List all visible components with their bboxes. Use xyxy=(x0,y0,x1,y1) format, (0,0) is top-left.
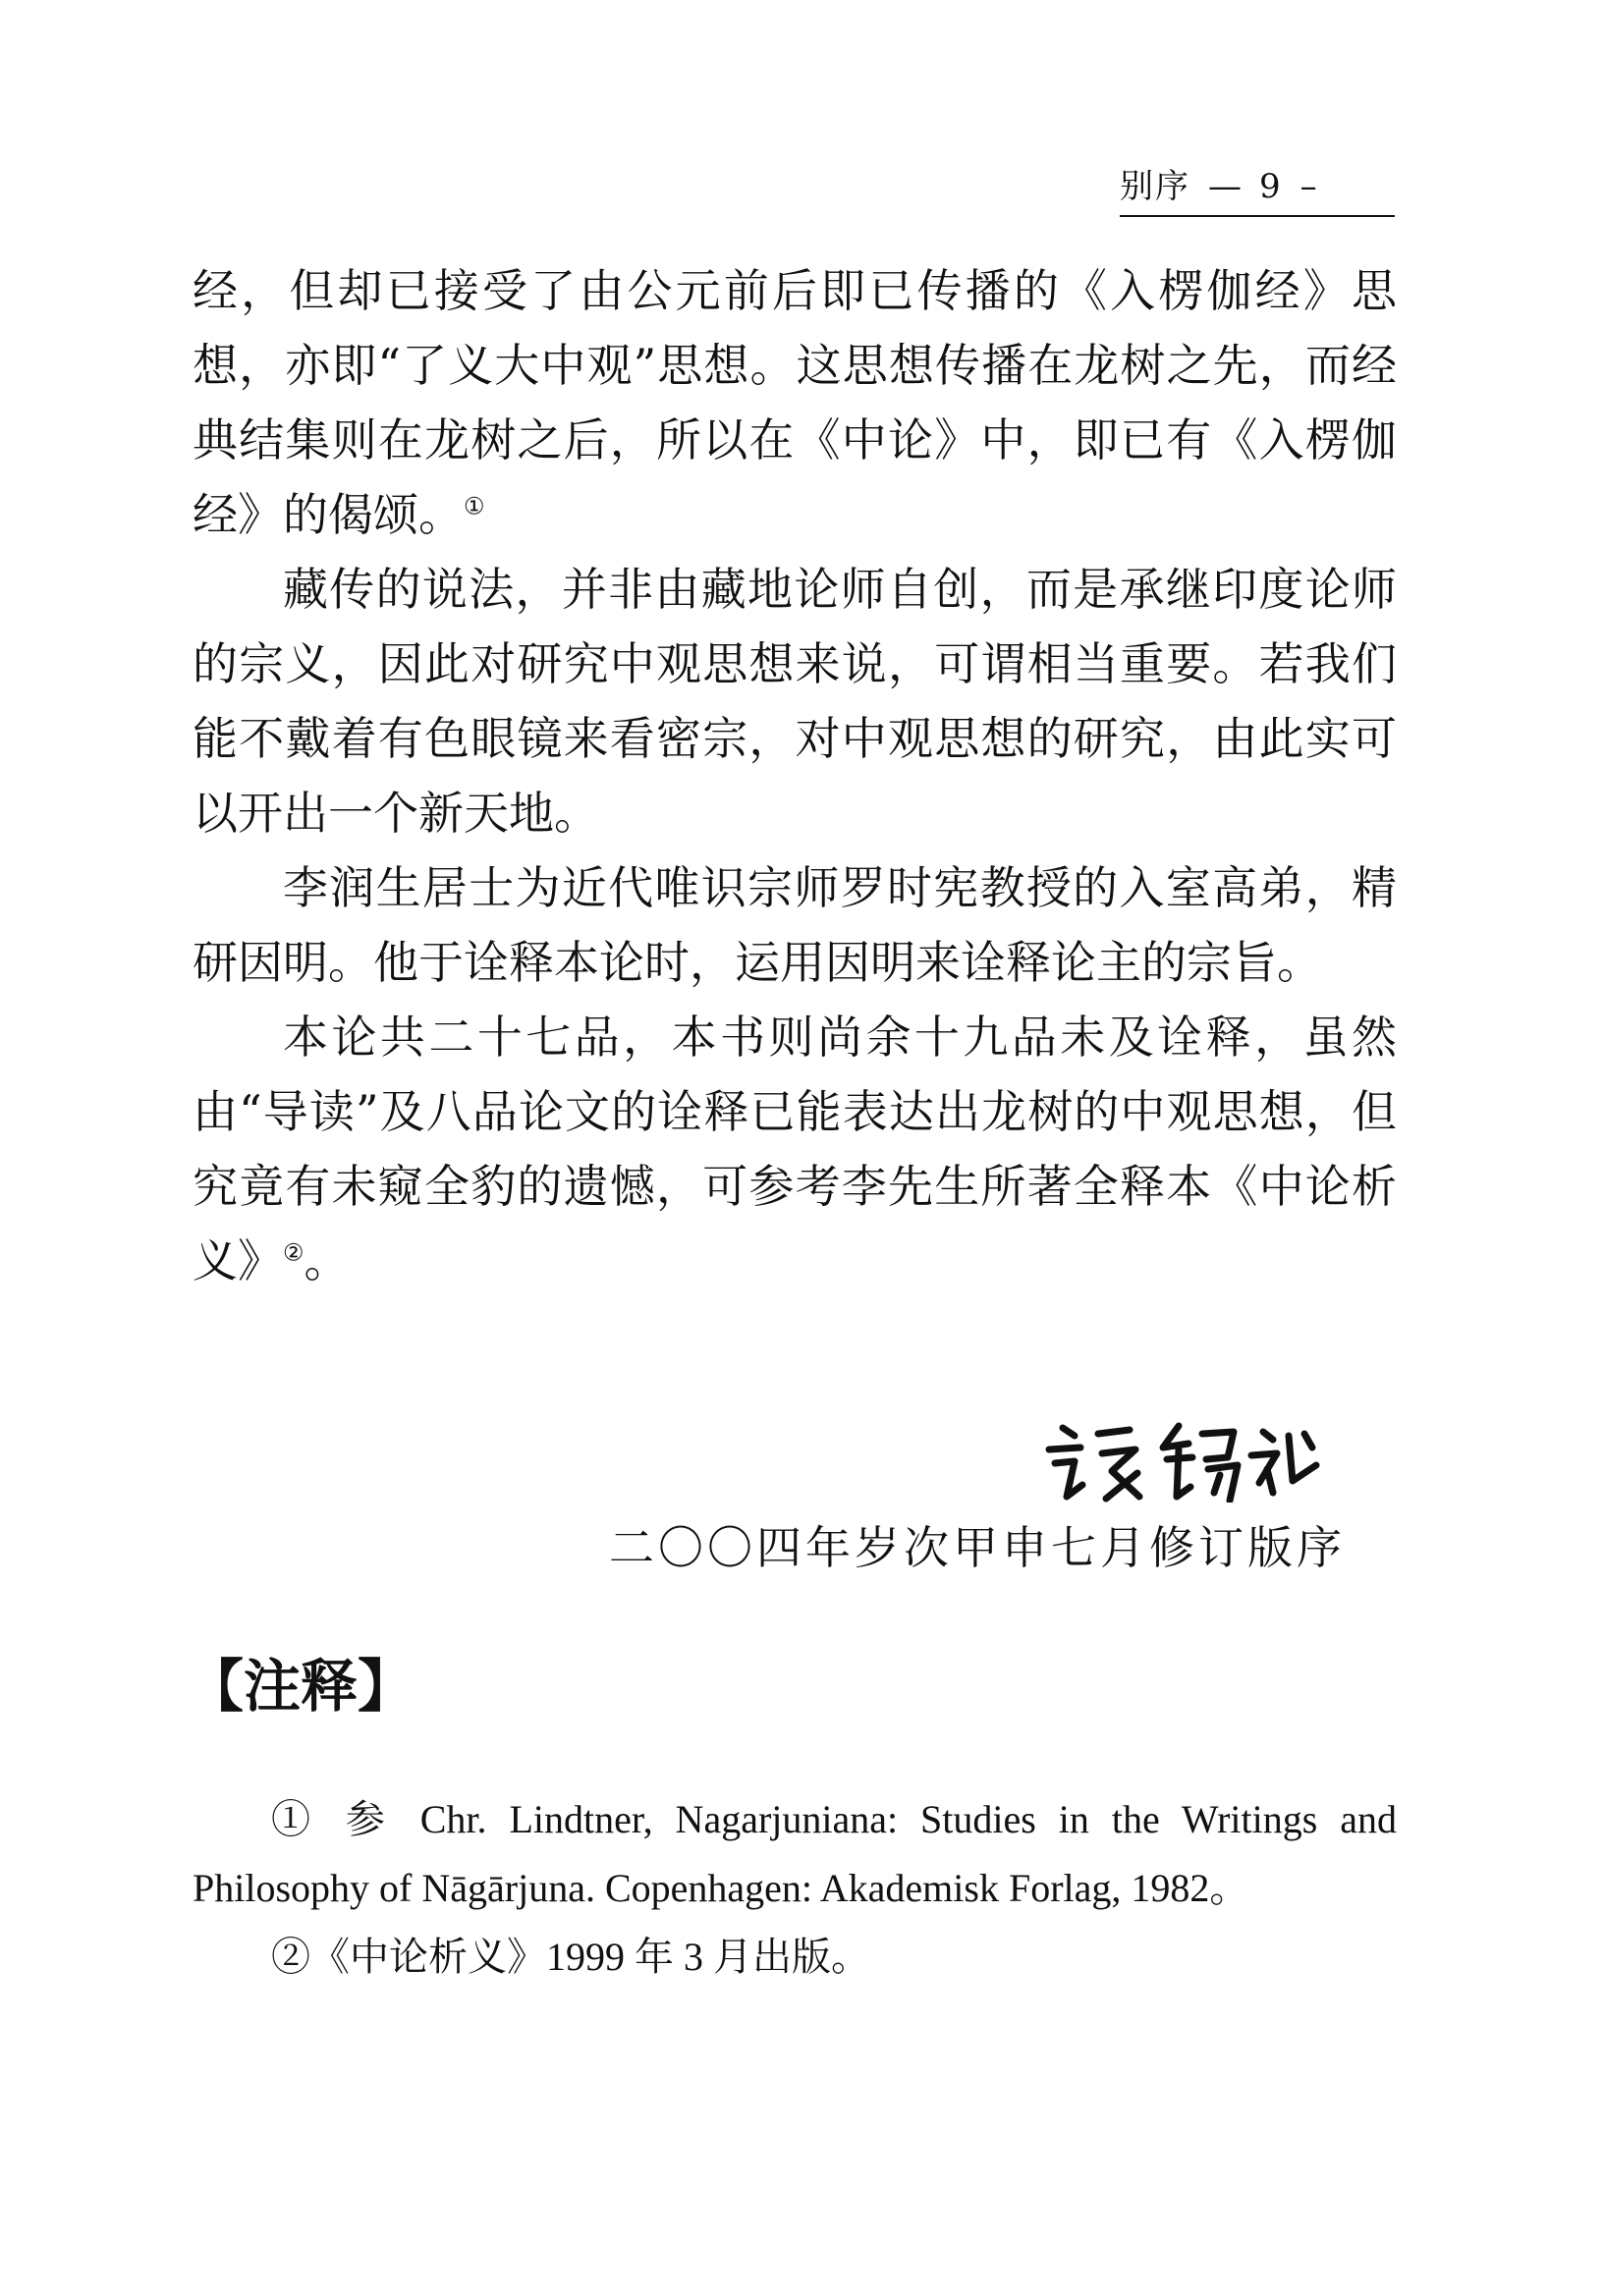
paragraph-4-text: 本论共二十七品，本书则尚余十九品未及诠释，虽然由“导读”及八品论文的诠释已能表达出龙树的中观思想，但究竟有未窥全豹的遗憾，可参考李先生所著全释本《中论析义》 xyxy=(193,1011,1397,1287)
header-title: 别序 xyxy=(1120,167,1190,206)
page-number: 9 xyxy=(1259,167,1283,206)
running-header xyxy=(1120,159,1395,217)
header-dash-right: – xyxy=(1299,167,1317,206)
footnote-ref-1: ① xyxy=(464,492,485,520)
notes-title: 【注释】 xyxy=(187,1653,415,1720)
paragraph-3: 李润生居士为近代唯识宗师罗时宪教授的入室高弟，精研因明。他于诠释本论时，运用因明来诠释论主的宗旨。 xyxy=(193,861,1397,989)
paragraph-4 xyxy=(193,1000,1397,1298)
body-text xyxy=(193,253,1397,1298)
paragraph-2: 藏传的说法，并非由藏地论师自创，而是承继印度论师的宗义，因此对研究中观思想来说，可谓相当重要。若我们能不戴着有色眼镜来看密宗，对中观思想的研究，由此实可以开出一个新天地。 xyxy=(193,563,1397,840)
paragraph-4-end: 。 xyxy=(304,1234,350,1287)
paragraph-1 xyxy=(193,253,1397,552)
notes-section xyxy=(193,1785,1397,1992)
signature-block xyxy=(609,1414,1395,1581)
signature-icon xyxy=(1041,1414,1326,1503)
paragraph-1-text: 经，但却已接受了由公元前后即已传播的《入楞伽经》思想，亦即“了义大中观”思想。这思想传播在龙树之先，而经典结集则在龙树之后，所以在《中论》中，即已有《入楞伽经》的偈颂。 xyxy=(193,264,1397,541)
header-dash-left: — xyxy=(1208,167,1242,206)
footnote-ref-2: ② xyxy=(283,1238,304,1267)
signature-date: 二〇〇四年岁次甲申七月修订版序 xyxy=(609,1521,1346,1574)
note-2: ②《中论析义》1999 年 3 月出版。 xyxy=(271,1935,870,1979)
handwritten-signature xyxy=(1041,1414,1326,1503)
note-1: ① 参 Chr. Lindtner, Nagarjuniana: Studies in the Writings and Philosophy of Nāgārjuna. Copenhagen: Akademisk Forlag, 1982。 xyxy=(193,1797,1397,1910)
